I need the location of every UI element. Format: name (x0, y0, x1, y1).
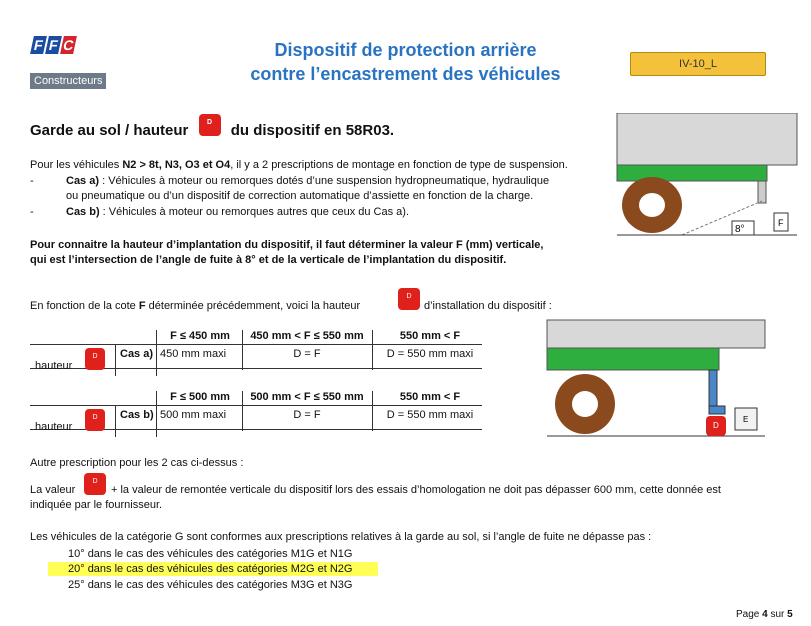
page-number (736, 609, 793, 620)
table-a-vline-2 (156, 330, 157, 376)
table-a-header-2: 450 mm < F ≤ 550 mm (250, 330, 364, 342)
table-a-header-3: 550 mm < F (399, 330, 461, 342)
item2-m2g: M2G et (287, 563, 330, 575)
protection-device (709, 370, 717, 408)
wheel-hub (639, 193, 665, 217)
valeur-label: La valeur (30, 484, 76, 496)
protection-bar (709, 406, 725, 414)
table-b-rule-top (30, 405, 482, 406)
table-a-case: Cas a) (120, 348, 154, 360)
page-label: Page (736, 609, 763, 620)
intro-line (30, 158, 630, 173)
table-b-vline-1 (115, 405, 116, 437)
autre-prescription: Autre prescription pour les 2 cas ci-dessus : (30, 457, 244, 469)
logo-letter-2: F (45, 36, 62, 54)
page-total: 5 (787, 609, 793, 620)
f-label: F (778, 218, 784, 228)
diagram-trailer-height (545, 318, 767, 442)
valeur-text: + la valeur de remontée verticale du dispositif lors des essais d’homologation ne doit pas dépasser 600 mm, cette donnée est (111, 484, 721, 496)
table-b-header-3: 550 mm < F (399, 391, 461, 403)
e-label: E (743, 415, 749, 424)
fonction-line (30, 299, 360, 314)
d-badge: D (398, 288, 420, 310)
table-b-case: Cas b) (120, 409, 154, 421)
categorie-g-item-1: 10° dans le cas des véhicules des catégories M1G et N1G (68, 548, 353, 560)
table-b-header-1: F ≤ 500 mm (170, 391, 230, 403)
table-a-value-3: D = 550 mm maxi (386, 348, 474, 360)
cas-a-text-1: : Véhicules à moteur ou remorques dotés d’une suspension hydropneumatique, hydraulique (99, 175, 550, 187)
item2-n2g: N2G (329, 563, 353, 575)
valeur-line-2: indiquée par le fournisseur. (30, 499, 163, 511)
logo-letter-1: F (30, 36, 47, 54)
table-b-vline-4 (372, 391, 373, 431)
cas-b-label: Cas b) (66, 206, 100, 218)
table-a-vline-4 (372, 330, 373, 370)
page-current: 4 (762, 609, 768, 620)
trailer-body (547, 320, 765, 348)
table-a-row-label: hauteur (35, 360, 73, 372)
page-sep: sur (767, 609, 788, 620)
logo-letter-3: C (61, 37, 76, 53)
fonction-part-2: déterminée précédemment, voici la hauteur (145, 300, 361, 312)
table-b-row-label: hauteur (35, 421, 73, 433)
title-line-2: contre l’encastrement des véhicules (250, 64, 561, 84)
logo-subtitle: Constructeurs (30, 73, 106, 89)
categorie-g-item-2 (68, 562, 352, 577)
table-b-value-1: 500 mm maxi (160, 409, 227, 421)
fonction-part-3: d’installation du dispositif : (424, 300, 552, 312)
cas-b-desc: : Véhicules à moteur ou remorques autres que ceux du Cas a). (99, 206, 410, 218)
heading-part-2: du dispositif en 58R03. (230, 121, 395, 139)
bold-paragraph (30, 238, 630, 268)
table-b-value-3: D = 550 mm maxi (386, 409, 474, 421)
table-b-vline-2 (156, 391, 157, 437)
document-reference: IV-10_L (630, 52, 766, 76)
fonction-part-1: En fonction de la cote (30, 300, 139, 312)
d-badge: D (85, 348, 105, 370)
d-badge: D (199, 114, 221, 136)
cas-a-text-2: ou pneumatique ou d’un dispositif de correction automatique d’assiette en fonction de la charge. (66, 190, 534, 202)
protection-device (758, 181, 766, 203)
fonction-f: F (138, 300, 146, 312)
title-line-1: Dispositif de protection arrière (274, 40, 537, 60)
intro-text-c: , il y a 2 prescriptions de montage en fonction de type de suspension. (230, 159, 568, 171)
table-b-value-2: D = F (293, 409, 321, 421)
intro-text-a: Pour les véhicules (30, 159, 123, 171)
table-b-header-2: 500 mm < F ≤ 550 mm (250, 391, 364, 403)
cas-a-text (66, 174, 606, 204)
diagram-trailer-angle (612, 113, 802, 243)
table-a-header-1: F ≤ 450 mm (170, 330, 230, 342)
bold-line-2: qui est l’intersection de l’angle de fuite à 8° et de la verticale de l’implantation du dispositif. (30, 254, 507, 266)
d-badge-text: D (713, 421, 719, 430)
angle-label: 8° (735, 224, 745, 235)
table-a-rule-top (30, 344, 482, 345)
table-a-vline-1 (115, 344, 116, 376)
trailer-chassis (547, 348, 719, 370)
table-a-value-1: 450 mm maxi (160, 348, 227, 360)
dash-a: - (30, 175, 34, 187)
table-a-value-2: D = F (293, 348, 321, 360)
wheel-hub (572, 391, 598, 417)
categorie-g-intro: Les véhicules de la catégorie G sont conformes aux prescriptions relatives à la garde au sol, si l’angle de fuite ne dépasse pas : (30, 531, 652, 543)
trailer-body (617, 113, 797, 165)
bold-line-1: Pour connaitre la hauteur d’implantation du dispositif, il faut déterminer la valeur F (mm) verticale, (30, 239, 544, 251)
trailer-chassis (617, 165, 767, 181)
section-heading (30, 120, 394, 142)
heading-part-1: Garde au sol / hauteur (30, 121, 189, 139)
dash-b: - (30, 206, 34, 218)
categorie-g-item-3: 25° dans le cas des véhicules des catégories M3G et N3G (68, 579, 353, 591)
intro-vehicle-categories: N2 > 8t, N3, O3 et O4 (122, 159, 231, 171)
d-badge: D (84, 473, 106, 495)
d-badge: D (85, 409, 105, 431)
cas-b-text (66, 205, 409, 220)
item2-text: 20° dans le cas des véhicules des catégories (68, 563, 288, 575)
cas-a-label: Cas a) (66, 175, 100, 187)
